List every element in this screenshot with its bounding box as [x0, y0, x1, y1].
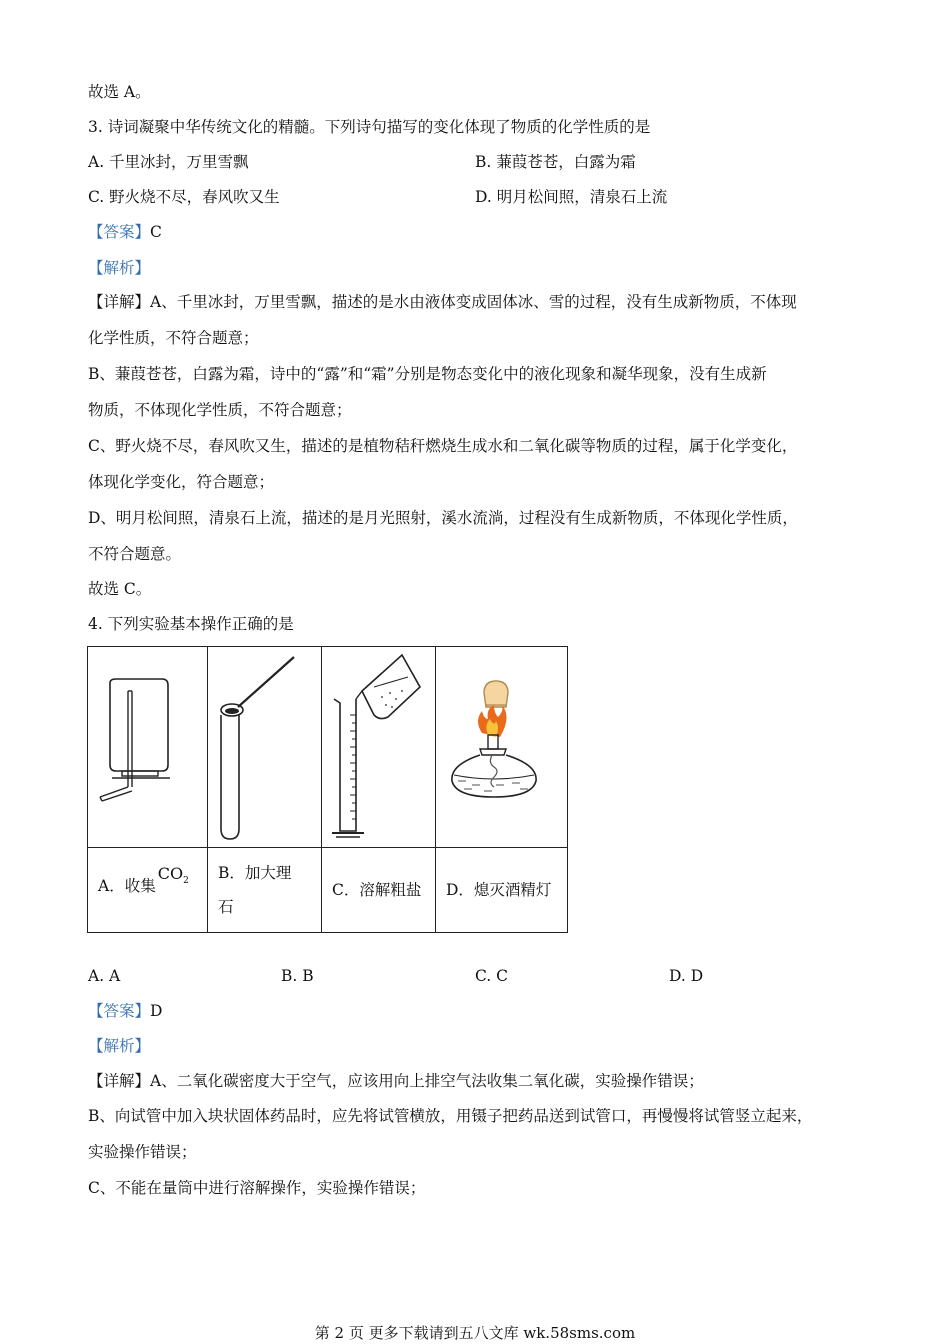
- q3-option-c: C. 野火烧不尽，春风吹又生: [88, 188, 280, 206]
- q3-detail-line: C、野火烧不尽，春风吹又生，描述的是植物秸秆燃烧生成水和二氧化碳等物质的过程，属于化学变化，: [88, 437, 798, 455]
- q3-detail-line: 物质，不体现化学性质，不符合题意；: [88, 401, 352, 419]
- spoon-test-tube-icon: [208, 647, 321, 843]
- q4-caption-a-text: A．收集: [98, 877, 156, 896]
- q4-analysis-label: 【解析】: [88, 1037, 151, 1055]
- q3-detail-line: 化学性质，不符合题意；: [88, 329, 259, 347]
- q4-answer: [88, 1001, 162, 1021]
- q4-caption-b: [208, 848, 322, 933]
- q3-stem: 3. 诗词凝聚中华传统文化的精髓。下列诗句描写的变化体现了物质的化学性质的是: [88, 118, 651, 136]
- page-footer: 第 2 页 更多下载请到五八文库 wk.58sms.com: [314, 1324, 636, 1342]
- q4-caption-b-line1: B．加大理: [218, 864, 292, 882]
- q4-image-c: [322, 647, 436, 848]
- q4-answer-value: D: [150, 1002, 163, 1020]
- q4-option-c: C. C: [475, 967, 509, 985]
- graduated-cylinder-icon: [322, 647, 435, 843]
- q3-detail-line: B、蒹葭苍苍，白露为霜，诗中的“露”和“霜”分别是物态变化中的液化现象和凝华现象，没有生成新: [88, 365, 767, 383]
- co2-formula: [157, 864, 189, 887]
- q4-stem: 4. 下列实验基本操作正确的是: [88, 615, 294, 633]
- co2-subscript: 2: [183, 876, 189, 887]
- q3-detail-line: 体现化学变化，符合题意；: [88, 473, 275, 491]
- q3-answer-label: 【答案】: [88, 223, 151, 241]
- q3-option-b: B. 蒹葭苍苍，白露为霜: [475, 153, 636, 171]
- q3-detail-line: 不符合题意。: [88, 545, 182, 563]
- q4-caption-c: [322, 848, 436, 933]
- q4-caption-b-line2: 石: [218, 898, 234, 916]
- q4-caption-d-text: D．熄灭酒精灯: [446, 881, 552, 899]
- q4-option-d: D. D: [669, 967, 704, 985]
- q4-answer-label: 【答案】: [88, 1002, 151, 1020]
- q4-detail-line: 【详解】A、二氧化碳密度大于空气，应该用向上排空气法收集二氧化碳，实验操作错误；: [88, 1072, 704, 1090]
- q4-caption-a: [88, 848, 208, 933]
- q4-image-d: [436, 647, 568, 848]
- q3-option-a: A. 千里冰封，万里雪飘: [88, 153, 249, 171]
- q3-final-choice: 故选 C。: [88, 580, 152, 598]
- q4-caption-c-text: C．溶解粗盐: [332, 881, 422, 899]
- co2-formula-text: CO: [157, 864, 184, 884]
- q4-options-table: [87, 646, 568, 933]
- q3-answer: [88, 222, 162, 242]
- q4-detail-line: 实验操作错误；: [88, 1143, 197, 1161]
- q4-caption-d: [436, 848, 568, 933]
- q3-detail-line: D、明月松间照，清泉石上流，描述的是月光照射，溪水流淌，过程没有生成新物质，不体现化学性质，: [88, 509, 798, 527]
- q3-answer-value: C: [150, 223, 162, 241]
- q4-image-a: [88, 647, 208, 848]
- q3-detail-line: 【详解】A、千里冰封，万里雪飘，描述的是水由液体变成固体冰、雪的过程，没有生成新物质，不体现: [88, 293, 797, 311]
- q3-option-d: D. 明月松间照，清泉石上流: [475, 188, 668, 206]
- previous-answer-choice: 故选 A。: [88, 83, 151, 101]
- q4-detail-line: B、向试管中加入块状固体药品时，应先将试管横放，用镊子把药品送到试管口，再慢慢将试管竖立起来，: [88, 1107, 813, 1125]
- q4-image-b: [208, 647, 322, 848]
- q3-analysis-label: 【解析】: [88, 259, 151, 277]
- q4-option-a: A. A: [88, 967, 121, 985]
- alcohol-lamp-icon: [436, 647, 567, 843]
- q4-option-b: B. B: [281, 967, 314, 985]
- q4-detail-line: C、不能在量筒中进行溶解操作，实验操作错误；: [88, 1179, 426, 1197]
- co2-collection-bottle-icon: [88, 647, 207, 843]
